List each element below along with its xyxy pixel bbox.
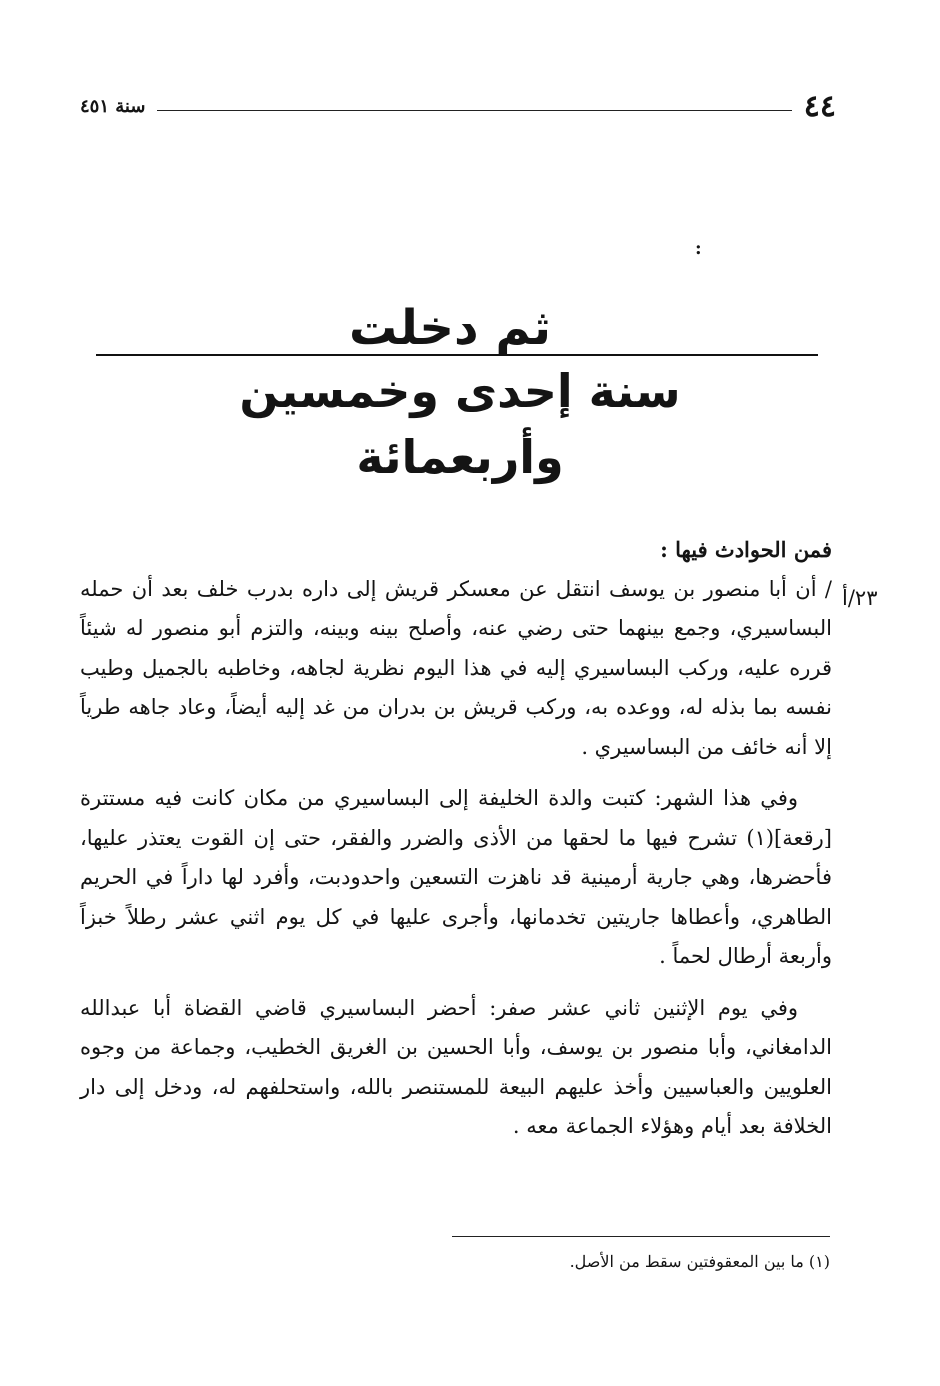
paragraph-2: وفي هذا الشهر: كتبت والدة الخليفة إلى البساسيري من مكان كانت فيه مستترة [رقعة](١) تشرح فيها ما لحقها من الأذى والضرر والفقر، حتى إن القوت يعتذر عليها، فأحضرها، وهي جارية أرمينية قد ناهزت التسعين واحدودبت، وأفرد لها داراً في الحريم الطاهري، وأعطاها جاريتين تخدمانها، وأجرى عليها في كل يوم اثني عشر رطلاً خبزاً وأربعة أرطال لحماً . xyxy=(80,786,832,968)
paragraph-3: وفي يوم الإثنين ثاني عشر صفر: أحضر البساسيري قاضي القضاة أبا عبدالله الدامغاني، وأبا منصور بن يوسف، وأبا الحسين بن الغريق الخطيب، وجماعة من وجوه العلويين والعباسيين وأخذ عليهم البيعة للمستنصر بالله، واستحلفهم له، ودخل إلى دار الخلافة بعد أيام وهؤلاء الجماعة معه . xyxy=(80,995,832,1138)
footnote: (١) ما بين المعقوفتين سقط من الأصل. xyxy=(569,1252,830,1271)
paragraph-1: / أن أبا منصور بن يوسف انتقل عن معسكر قريش إلى داره بدرب خلف بعد أن حمله البساسيري، وجمع بينهما حتى رضي عنه، وأصلح بينه وبينه، والتزم أبو منصور له شيئاً قرره عليه، وركب البساسيري إليه في هذا اليوم نظرية لجاهه، وخاطبه بالجميل وطيب نفسه بما بذله له، ووعده به، وركب قريش بن بدران من غد إليه أيضاً، وعاد جاهه طرياً إلا أنه خائف من البساسيري . xyxy=(80,576,832,759)
page-number: ٤٤ xyxy=(803,89,836,124)
title-divider xyxy=(96,354,818,356)
chapter-title-line-1: ثم دخلت xyxy=(348,300,551,356)
manuscript-folio-reference: ٢٣/أ xyxy=(842,586,878,610)
stray-colon-mark: : xyxy=(695,238,702,259)
section-intro: فمن الحوادث فيها : xyxy=(660,537,832,562)
chapter-title-line-2: سنة إحدى وخمسين وأربعمائة xyxy=(239,364,681,484)
body-text xyxy=(80,530,832,1159)
header-rule xyxy=(157,110,791,111)
footnote-divider xyxy=(452,1236,830,1237)
running-header-year: سنة ٤٥١ xyxy=(80,96,146,117)
running-header xyxy=(80,89,836,124)
